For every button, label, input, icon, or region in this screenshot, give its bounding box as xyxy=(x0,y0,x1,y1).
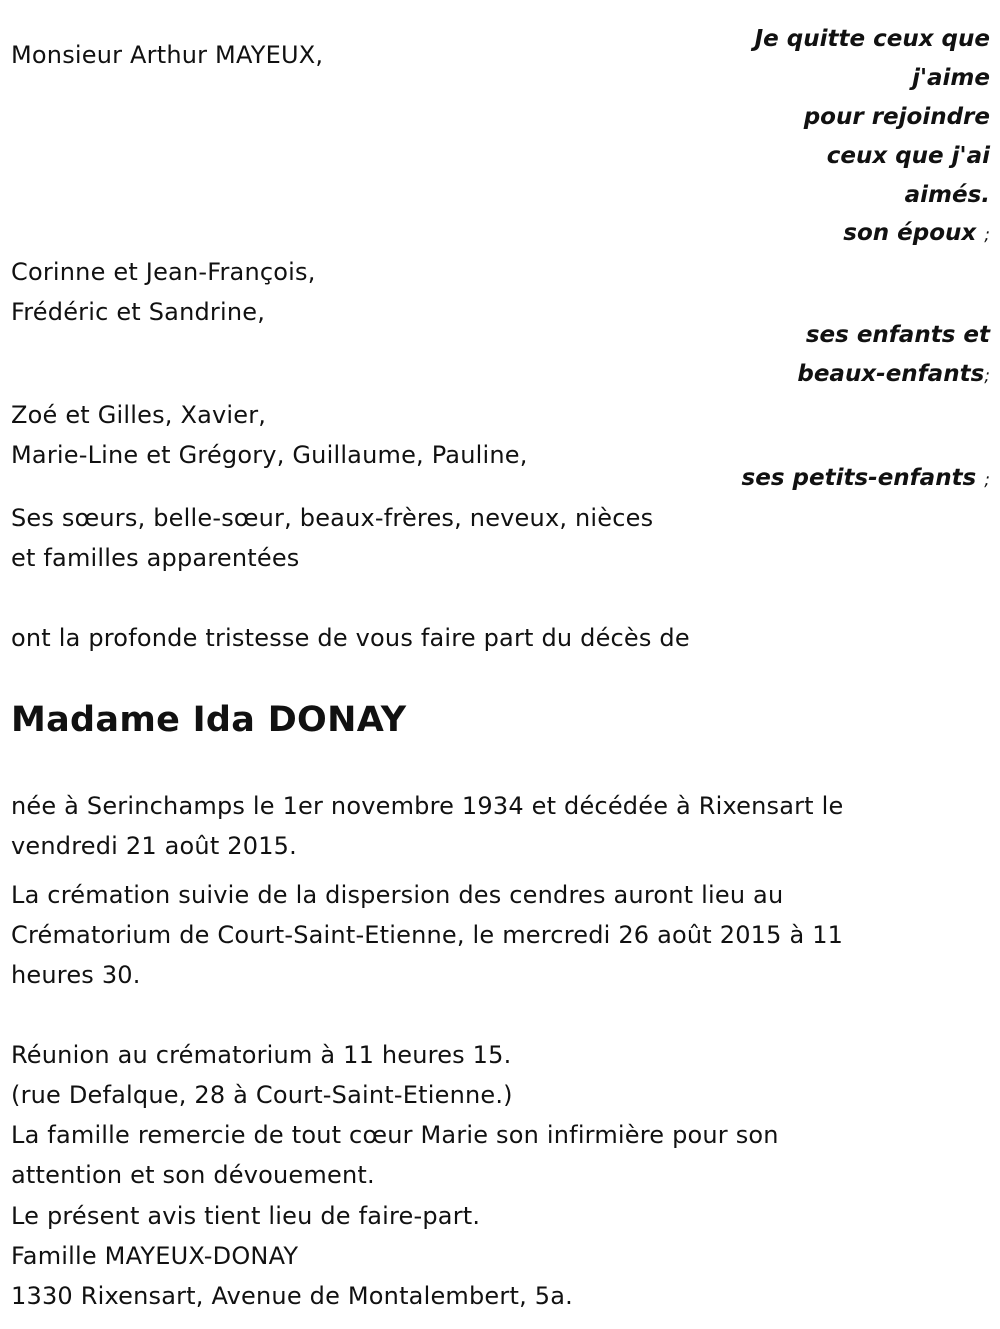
children-role xyxy=(797,316,990,396)
grandchildren-role-label: ses petits-enfants xyxy=(741,465,977,491)
deceased-name: Madame Ida DONAY xyxy=(11,700,407,740)
epitaph-line: aimés. xyxy=(904,182,990,208)
ceremony-line: heures 30. xyxy=(11,961,141,989)
birth-death-line: née à Serinchamps le 1er novembre 1934 et décédée à Rixensart le xyxy=(11,792,844,820)
separator: ; xyxy=(984,225,990,245)
grandchildren-role xyxy=(742,459,990,500)
children-line: Frédéric et Sandrine, xyxy=(11,298,266,326)
children-role-label: beaux-enfants xyxy=(797,361,985,387)
grandchildren-line: Marie-Line et Grégory, Guillaume, Pauline, xyxy=(11,441,528,469)
gathering-text: Réunion au crématorium à 11 heures 15. xyxy=(11,1041,512,1069)
epitaph-line: j'aime xyxy=(912,65,990,91)
announcement-text: ont la profonde tristesse de vous faire part du décès de xyxy=(11,624,690,652)
spouse-role xyxy=(755,215,990,253)
children-role-line: ses enfants et xyxy=(805,322,990,348)
children-line: Corinne et Jean-François, xyxy=(11,258,316,286)
family-name: Famille MAYEUX-DONAY xyxy=(11,1242,299,1270)
separator: ; xyxy=(984,366,990,386)
extended-family-line: et familles apparentées xyxy=(11,544,300,572)
separator: ; xyxy=(984,470,990,490)
children-role-line-2 xyxy=(797,355,990,396)
epitaph-block xyxy=(755,20,990,253)
ceremony-line: La crémation suivie de la dispersion des cendres auront lieu au xyxy=(11,881,784,909)
thanks-line: La famille remercie de tout cœur Marie son infirmière pour son xyxy=(11,1121,779,1149)
spouse-name: Monsieur Arthur MAYEUX, xyxy=(11,41,324,69)
grandchildren-line: Zoé et Gilles, Xavier, xyxy=(11,401,267,429)
notice-text: Le présent avis tient lieu de faire-part. xyxy=(11,1202,481,1230)
extended-family-line: Ses sœurs, belle-sœur, beaux-frères, neveux, nièces xyxy=(11,504,654,532)
thanks-line: attention et son dévouement. xyxy=(11,1161,375,1189)
ceremony-address: (rue Defalque, 28 à Court-Saint-Etienne.) xyxy=(11,1081,513,1109)
ceremony-line: Crématorium de Court-Saint-Etienne, le mercredi 26 août 2015 à 11 xyxy=(11,921,844,949)
spouse-role-label: son époux xyxy=(843,220,977,246)
birth-death-line: vendredi 21 août 2015. xyxy=(11,832,297,860)
epitaph-line: Je quitte ceux que xyxy=(754,26,990,52)
family-address: 1330 Rixensart, Avenue de Montalembert, 5a. xyxy=(11,1282,573,1310)
epitaph-line: pour rejoindre xyxy=(803,104,990,130)
epitaph-line: ceux que j'ai xyxy=(826,143,990,169)
